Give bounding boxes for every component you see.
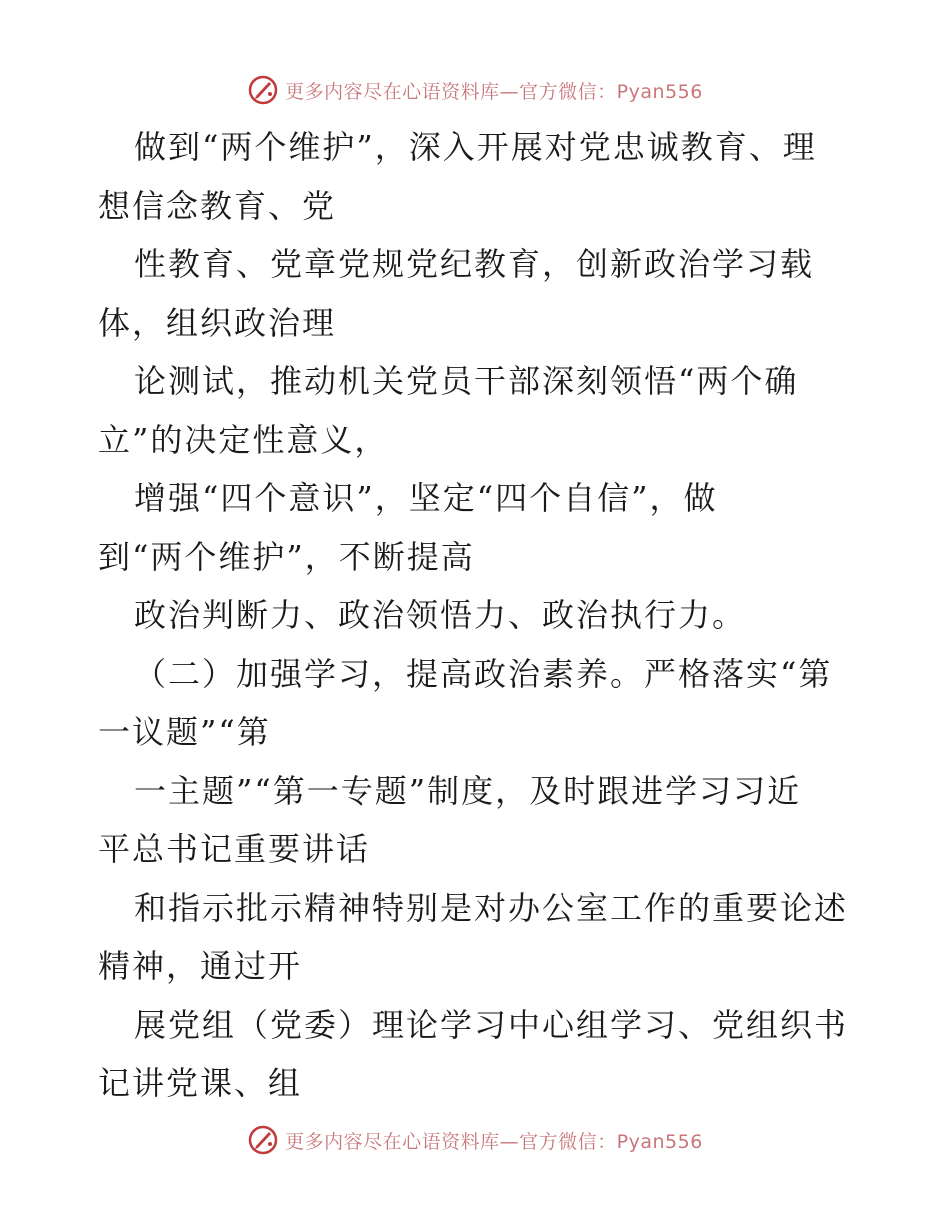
quill-logo-icon xyxy=(247,1124,279,1156)
header-banner xyxy=(0,70,950,110)
header-banner-inner xyxy=(247,74,703,106)
body-line: 和指示批示精神特别是对办公室工作的重要论述 xyxy=(134,888,849,927)
body-line: 一议题”“第 xyxy=(98,713,271,751)
body-line: （二）加强学习，提高政治素养。严格落实“第 xyxy=(134,654,833,693)
body-line: 增强“四个意识”，坚定“四个自信”，做 xyxy=(134,479,718,517)
body-line: 想信念教育、党 xyxy=(98,186,337,225)
body-line: 论测试，推动机关党员干部深刻领悟“两个确 xyxy=(134,362,799,400)
body-line: 政治判断力、政治领悟力、政治执行力。 xyxy=(134,596,747,634)
body-line: 展党组（党委）理论学习中心组学习、党组织书 xyxy=(134,1005,849,1044)
body-line: 性教育、党章党规党纪教育，创新政治学习载 xyxy=(134,245,815,283)
body-line: 立”的决定性意义， xyxy=(98,420,389,459)
footer-banner-text: 更多内容尽在心语资料库—官方微信：Pyan556 xyxy=(285,1130,703,1153)
footer-banner-inner xyxy=(247,1124,703,1156)
body-line: 做到“两个维护”，深入开展对党忠诚教育、理 xyxy=(134,128,817,166)
body-line: 一主题”“第一专题”制度，及时跟进学习习近 xyxy=(134,771,802,810)
document-body xyxy=(98,118,868,1113)
footer-banner xyxy=(0,1120,950,1160)
body-line: 记讲党课、组 xyxy=(98,1064,303,1102)
body-line: 体，组织政治理 xyxy=(98,303,337,342)
body-line: 平总书记重要讲话 xyxy=(98,830,371,868)
quill-logo-icon xyxy=(247,74,279,106)
header-banner-text: 更多内容尽在心语资料库—官方微信：Pyan556 xyxy=(285,80,703,103)
body-line: 精神，通过开 xyxy=(98,947,303,985)
body-line: 到“两个维护”，不断提高 xyxy=(98,537,475,576)
